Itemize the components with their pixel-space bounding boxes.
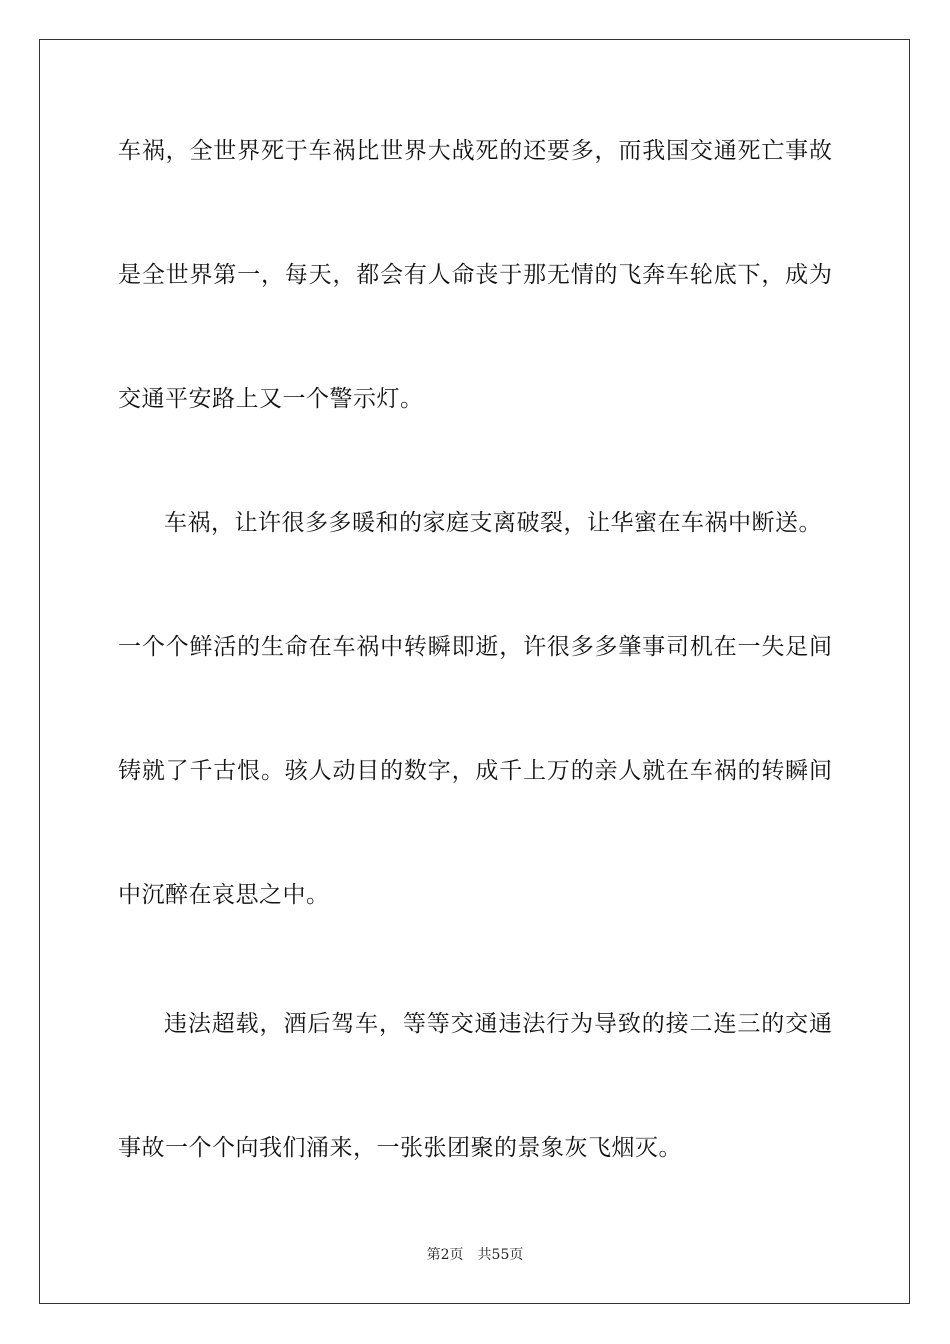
body-line-4: 车祸，让许很多多暖和的家庭支离破裂，让华蜜在车祸中断送。 bbox=[164, 510, 822, 536]
page-number: 第2页 bbox=[426, 1247, 464, 1263]
body-line-3: 交通平安路上又一个警示灯。 bbox=[118, 386, 424, 412]
body-line-6: 铸就了千古恨。骇人动目的数字，成千上万的亲人就在车祸的转瞬间 bbox=[118, 758, 832, 784]
page-border bbox=[39, 39, 910, 1304]
body-line-2: 是全世界第一，每天，都会有人命丧于那无情的飞奔车轮底下，成为 bbox=[118, 262, 832, 288]
page-footer bbox=[0, 1246, 950, 1264]
body-line-8: 违法超载，酒后驾车，等等交通违法行为导致的接二连三的交通 bbox=[164, 1011, 832, 1037]
body-line-9: 事故一个个向我们涌来，一张张团聚的景象灰飞烟灭。 bbox=[118, 1135, 682, 1161]
body-line-1: 车祸，全世界死于车祸比世界大战死的还要多，而我国交通死亡事故 bbox=[118, 138, 832, 164]
body-line-5: 一个个鲜活的生命在车祸中转瞬即逝，许很多多肇事司机在一失足间 bbox=[118, 634, 832, 660]
body-line-7: 中沉醉在哀思之中。 bbox=[118, 882, 330, 908]
page-total: 共55页 bbox=[477, 1247, 524, 1263]
